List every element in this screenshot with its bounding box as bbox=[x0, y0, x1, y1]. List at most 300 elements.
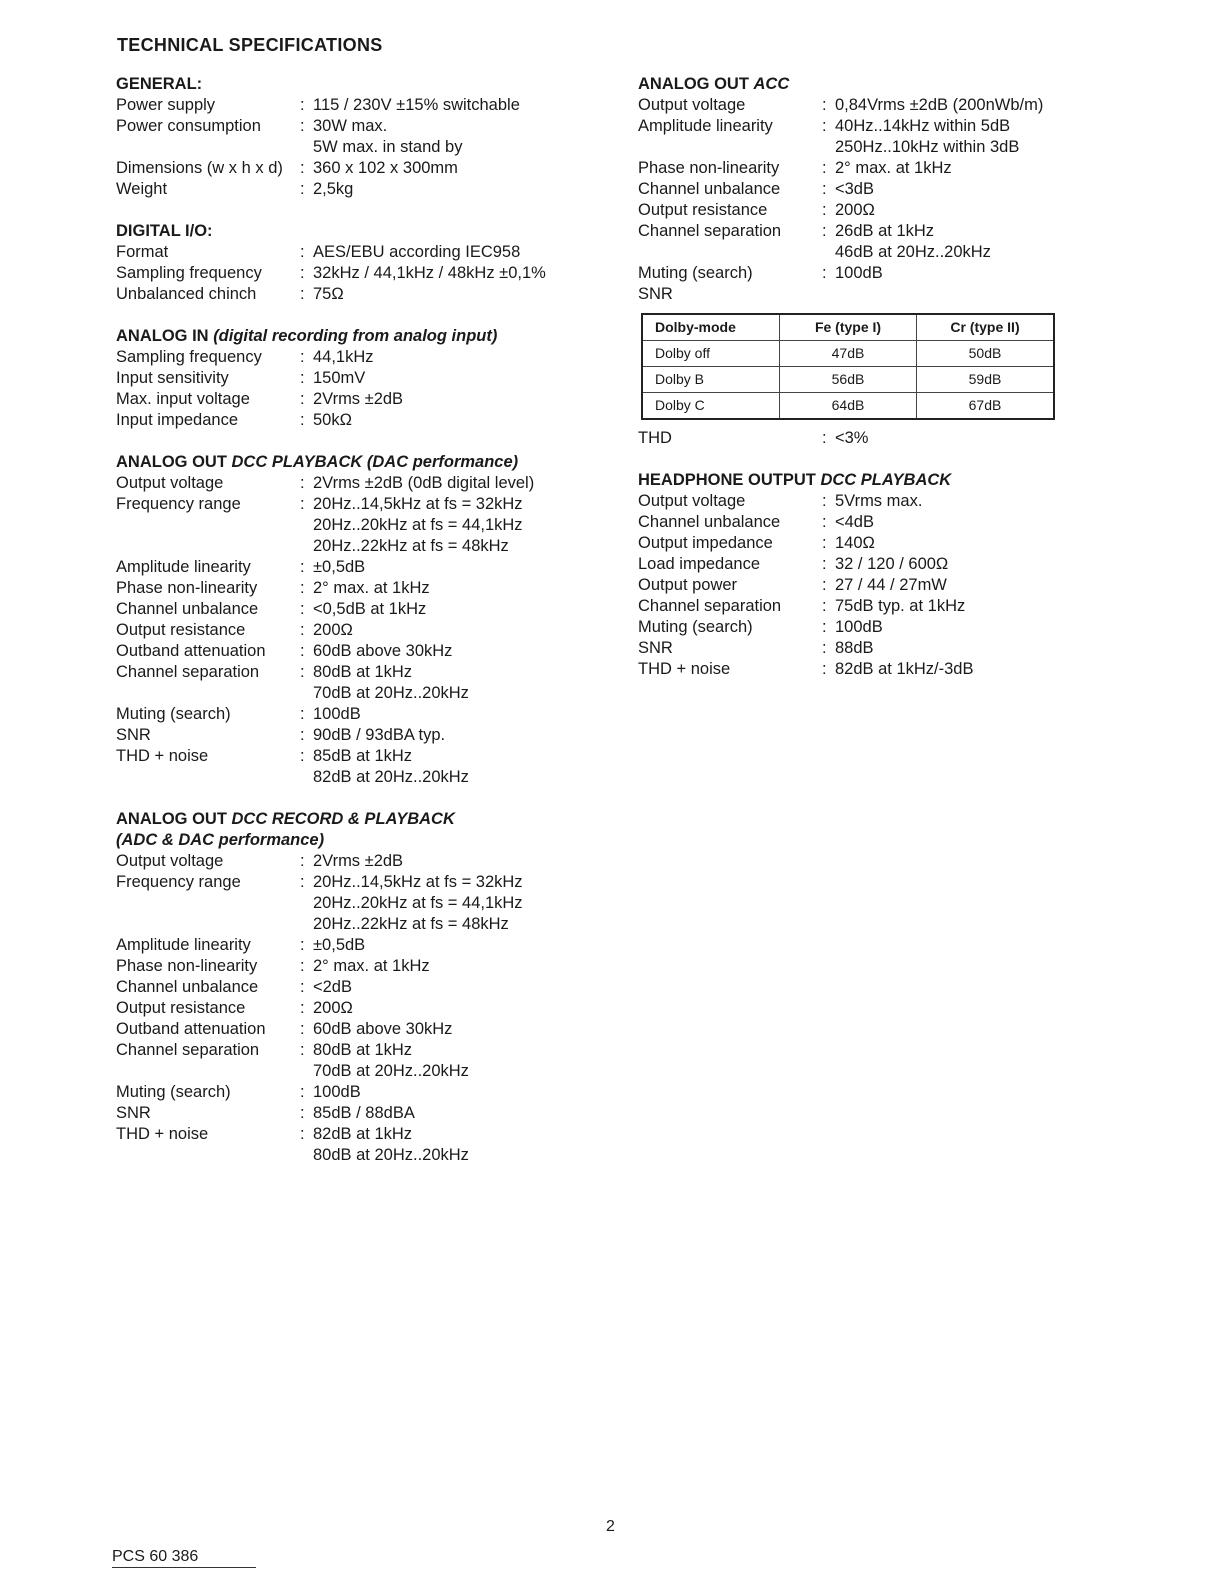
colon-separator: : bbox=[300, 1041, 305, 1059]
spec-values bbox=[300, 662, 586, 704]
spec-label: Output power bbox=[638, 576, 738, 594]
section-heading-text: GENERAL: bbox=[116, 75, 203, 93]
spec-value: 30W max. bbox=[313, 117, 388, 135]
spec-value-line bbox=[300, 725, 586, 746]
spec-value: 20Hz..20kHz at fs = 44,1kHz bbox=[313, 516, 523, 534]
spec-values bbox=[300, 158, 586, 179]
spec-values bbox=[300, 116, 586, 158]
spec-label: Channel unbalance bbox=[638, 513, 781, 531]
colon-separator: : bbox=[822, 576, 827, 594]
spec-value-line bbox=[822, 533, 1078, 554]
spec-value-line bbox=[300, 1082, 586, 1103]
spec-label: Power supply bbox=[116, 96, 216, 114]
spec-label: SNR bbox=[638, 639, 673, 657]
colon-separator: : bbox=[300, 999, 305, 1017]
spec-label: Output resistance bbox=[116, 621, 246, 639]
spec-label: Dimensions (w x h x d) bbox=[116, 159, 283, 177]
table-cell: Dolby B bbox=[642, 367, 780, 393]
section-heading bbox=[638, 74, 1078, 95]
spec-row bbox=[116, 1082, 586, 1103]
spec-value: 60dB above 30kHz bbox=[313, 1020, 453, 1038]
spec-label: Muting (search) bbox=[116, 1083, 231, 1101]
spec-row bbox=[116, 179, 586, 200]
spec-row bbox=[116, 389, 586, 410]
spec-value: 32 / 120 / 600Ω bbox=[835, 555, 949, 573]
section-heading-italic: DCC PLAYBACK (DAC performance) bbox=[231, 453, 519, 471]
spec-label: SNR bbox=[116, 1104, 151, 1122]
colon-separator: : bbox=[300, 936, 305, 954]
spec-values bbox=[300, 872, 586, 935]
spec-value: 100dB bbox=[835, 264, 883, 282]
colon-separator: : bbox=[300, 1104, 305, 1122]
spec-row bbox=[638, 263, 1078, 284]
table-row bbox=[642, 341, 1054, 367]
spec-value-line bbox=[822, 512, 1078, 533]
spec-section bbox=[116, 452, 586, 788]
spec-value-line bbox=[300, 284, 586, 305]
spec-row bbox=[116, 263, 586, 284]
spec-row bbox=[116, 935, 586, 956]
spec-label: Channel separation bbox=[638, 222, 782, 240]
colon-separator: : bbox=[300, 600, 305, 618]
section-heading-text: ANALOG OUT bbox=[116, 810, 227, 828]
spec-label: Muting (search) bbox=[116, 705, 231, 723]
spec-label: Muting (search) bbox=[638, 618, 753, 636]
spec-label: Muting (search) bbox=[638, 264, 753, 282]
spec-values bbox=[822, 263, 1078, 284]
spec-values bbox=[300, 347, 586, 368]
spec-value-line bbox=[822, 428, 1078, 449]
colon-separator: : bbox=[300, 747, 305, 765]
spec-value: 20Hz..20kHz at fs = 44,1kHz bbox=[313, 894, 523, 912]
spec-row bbox=[638, 116, 1078, 158]
spec-label: Channel separation bbox=[638, 597, 782, 615]
spec-value-line bbox=[300, 935, 586, 956]
spec-label: Output voltage bbox=[116, 474, 224, 492]
spec-values bbox=[822, 116, 1078, 158]
spec-row bbox=[638, 533, 1078, 554]
spec-value-line bbox=[300, 158, 586, 179]
document-code: PCS 60 386 bbox=[112, 1546, 256, 1568]
spec-value-line bbox=[300, 977, 586, 998]
colon-separator: : bbox=[822, 618, 827, 636]
spec-values bbox=[822, 179, 1078, 200]
spec-value: 20Hz..22kHz at fs = 48kHz bbox=[313, 537, 509, 555]
spec-value-line bbox=[300, 872, 586, 893]
spec-row bbox=[638, 200, 1078, 221]
colon-separator: : bbox=[822, 492, 827, 510]
spec-value: AES/EBU according IEC958 bbox=[313, 243, 521, 261]
spec-value-line bbox=[822, 95, 1078, 116]
spec-value: 140Ω bbox=[835, 534, 875, 552]
colon-separator: : bbox=[300, 390, 305, 408]
colon-separator: : bbox=[300, 978, 305, 996]
colon-separator: : bbox=[300, 558, 305, 576]
spec-value: 2Vrms ±2dB bbox=[313, 390, 404, 408]
spec-value: ±0,5dB bbox=[313, 936, 366, 954]
spec-label: Amplitude linearity bbox=[116, 558, 251, 576]
colon-separator: : bbox=[822, 555, 827, 573]
spec-values bbox=[300, 620, 586, 641]
spec-value: 26dB at 1kHz bbox=[835, 222, 935, 240]
spec-value: 100dB bbox=[313, 1083, 361, 1101]
spec-value: ±0,5dB bbox=[313, 558, 366, 576]
spec-value: <4dB bbox=[835, 513, 874, 531]
spec-value-line bbox=[822, 116, 1078, 137]
spec-value: 80dB at 1kHz bbox=[313, 663, 413, 681]
spec-values bbox=[300, 935, 586, 956]
spec-values bbox=[300, 1040, 586, 1082]
spec-value-line bbox=[300, 368, 586, 389]
spec-label: Channel unbalance bbox=[116, 600, 259, 618]
spec-value: <0,5dB at 1kHz bbox=[313, 600, 427, 618]
table-row bbox=[642, 393, 1054, 420]
spec-value-line bbox=[300, 641, 586, 662]
spec-values bbox=[822, 533, 1078, 554]
spec-value: 115 / 230V ±15% switchable bbox=[313, 96, 520, 114]
section-heading-text: HEADPHONE OUTPUT bbox=[638, 471, 816, 489]
spec-value-line bbox=[300, 704, 586, 725]
spec-value: 75Ω bbox=[313, 285, 344, 303]
spec-row bbox=[116, 494, 586, 557]
spec-value-line bbox=[300, 746, 586, 767]
spec-value-line bbox=[300, 242, 586, 263]
section-heading bbox=[116, 74, 586, 95]
spec-label: Max. input voltage bbox=[116, 390, 250, 408]
spec-values bbox=[822, 221, 1078, 263]
spec-label: Phase non-linearity bbox=[638, 159, 780, 177]
spec-value: 80dB at 20Hz..20kHz bbox=[313, 1146, 469, 1164]
section-heading-italic: (digital recording from analog input) bbox=[213, 327, 498, 345]
spec-section bbox=[638, 470, 1078, 680]
spec-row bbox=[116, 641, 586, 662]
spec-label: Frequency range bbox=[116, 495, 241, 513]
colon-separator: : bbox=[300, 411, 305, 429]
colon-separator: : bbox=[300, 117, 305, 135]
spec-label: THD + noise bbox=[116, 747, 209, 765]
spec-value-line bbox=[300, 1040, 586, 1061]
spec-values bbox=[300, 851, 586, 872]
section-heading bbox=[116, 221, 586, 242]
spec-value: 5Vrms max. bbox=[835, 492, 923, 510]
table-cell: 64dB bbox=[780, 393, 917, 420]
spec-values bbox=[300, 473, 586, 494]
spec-value: 2Vrms ±2dB (0dB digital level) bbox=[313, 474, 535, 492]
spec-value: 200Ω bbox=[835, 201, 875, 219]
spec-label: Output voltage bbox=[638, 96, 746, 114]
spec-label: SNR bbox=[638, 285, 673, 303]
colon-separator: : bbox=[300, 642, 305, 660]
spec-value: 20Hz..14,5kHz at fs = 32kHz bbox=[313, 873, 523, 891]
spec-row bbox=[116, 1103, 586, 1124]
colon-separator: : bbox=[300, 663, 305, 681]
spec-row bbox=[116, 410, 586, 431]
colon-separator: : bbox=[300, 285, 305, 303]
spec-row bbox=[638, 158, 1078, 179]
spec-row bbox=[116, 725, 586, 746]
spec-value-line bbox=[822, 617, 1078, 638]
spec-value-line bbox=[822, 242, 1078, 263]
spec-label: Input impedance bbox=[116, 411, 239, 429]
spec-row bbox=[116, 1124, 586, 1166]
colon-separator: : bbox=[822, 513, 827, 531]
spec-value: 2° max. at 1kHz bbox=[313, 579, 430, 597]
spec-row bbox=[116, 998, 586, 1019]
spec-label: Amplitude linearity bbox=[638, 117, 773, 135]
spec-row bbox=[638, 512, 1078, 533]
spec-label: Output voltage bbox=[638, 492, 746, 510]
colon-separator: : bbox=[822, 117, 827, 135]
spec-row bbox=[116, 977, 586, 998]
spec-value-line bbox=[822, 554, 1078, 575]
spec-values bbox=[300, 263, 586, 284]
spec-label: Power consumption bbox=[116, 117, 261, 135]
spec-row bbox=[638, 179, 1078, 200]
spec-row bbox=[116, 956, 586, 977]
spec-value: 75dB typ. at 1kHz bbox=[835, 597, 966, 615]
colon-separator: : bbox=[822, 597, 827, 615]
spec-value-line bbox=[300, 494, 586, 515]
spec-label: Frequency range bbox=[116, 873, 241, 891]
spec-row bbox=[116, 116, 586, 158]
spec-values bbox=[822, 575, 1078, 596]
spec-value: <3% bbox=[835, 429, 869, 447]
spec-row bbox=[638, 659, 1078, 680]
spec-value: 40Hz..14kHz within 5dB bbox=[835, 117, 1011, 135]
spec-row bbox=[116, 242, 586, 263]
spec-values bbox=[822, 491, 1078, 512]
spec-values bbox=[300, 95, 586, 116]
spec-row bbox=[116, 599, 586, 620]
spec-value-line bbox=[300, 767, 586, 788]
page-number: 2 bbox=[606, 1518, 615, 1535]
spec-row bbox=[116, 1040, 586, 1082]
spec-values bbox=[822, 596, 1078, 617]
spec-value: 82dB at 20Hz..20kHz bbox=[313, 768, 469, 786]
spec-values bbox=[300, 179, 586, 200]
spec-value: 46dB at 20Hz..20kHz bbox=[835, 243, 991, 261]
spec-value-line bbox=[300, 473, 586, 494]
spec-row bbox=[116, 662, 586, 704]
colon-separator: : bbox=[300, 705, 305, 723]
spec-values bbox=[822, 512, 1078, 533]
colon-separator: : bbox=[300, 1125, 305, 1143]
spec-value-line bbox=[300, 95, 586, 116]
spec-value: 85dB / 88dBA bbox=[313, 1104, 415, 1122]
spec-value: 27 / 44 / 27mW bbox=[835, 576, 947, 594]
spec-values bbox=[822, 158, 1078, 179]
spec-value: 88dB bbox=[835, 639, 874, 657]
section-heading-italic: DCC RECORD & PLAYBACK bbox=[231, 810, 455, 828]
spec-row bbox=[638, 638, 1078, 659]
spec-label: Unbalanced chinch bbox=[116, 285, 257, 303]
colon-separator: : bbox=[300, 1083, 305, 1101]
spec-values bbox=[300, 599, 586, 620]
colon-separator: : bbox=[300, 243, 305, 261]
colon-separator: : bbox=[300, 621, 305, 639]
left-column bbox=[116, 74, 586, 1187]
section-heading-text: ANALOG IN bbox=[116, 327, 209, 345]
section-heading bbox=[116, 452, 586, 473]
spec-values bbox=[300, 641, 586, 662]
section-heading bbox=[638, 470, 1078, 491]
spec-row bbox=[116, 746, 586, 788]
table-cell: Dolby C bbox=[642, 393, 780, 420]
spec-row bbox=[638, 221, 1078, 263]
spec-values bbox=[300, 1124, 586, 1166]
spec-values bbox=[300, 1103, 586, 1124]
colon-separator: : bbox=[300, 96, 305, 114]
spec-value: 2° max. at 1kHz bbox=[313, 957, 430, 975]
spec-value-line bbox=[300, 914, 586, 935]
spec-value: 70dB at 20Hz..20kHz bbox=[313, 684, 469, 702]
spec-values bbox=[822, 554, 1078, 575]
colon-separator: : bbox=[300, 852, 305, 870]
spec-label: Outband attenuation bbox=[116, 1020, 266, 1038]
colon-separator: : bbox=[300, 159, 305, 177]
spec-value: <2dB bbox=[313, 978, 352, 996]
spec-label: Phase non-linearity bbox=[116, 957, 258, 975]
spec-value-line bbox=[822, 575, 1078, 596]
colon-separator: : bbox=[822, 534, 827, 552]
spec-row bbox=[116, 95, 586, 116]
spec-value-line bbox=[300, 1061, 586, 1082]
spec-value-line bbox=[300, 536, 586, 557]
colon-separator: : bbox=[822, 429, 827, 447]
spec-value: 85dB at 1kHz bbox=[313, 747, 413, 765]
spec-value-line bbox=[822, 200, 1078, 221]
colon-separator: : bbox=[300, 726, 305, 744]
table-cell: 56dB bbox=[780, 367, 917, 393]
spec-values bbox=[300, 1019, 586, 1040]
spec-values bbox=[300, 494, 586, 557]
spec-values bbox=[300, 578, 586, 599]
spec-values bbox=[300, 998, 586, 1019]
spec-value-line bbox=[300, 956, 586, 977]
right-column bbox=[638, 74, 1078, 701]
spec-row bbox=[116, 284, 586, 305]
spec-value-line bbox=[300, 347, 586, 368]
spec-values bbox=[300, 557, 586, 578]
spec-values bbox=[822, 200, 1078, 221]
section-heading-italic: ACC bbox=[753, 75, 790, 93]
section-heading-text: DIGITAL I/O: bbox=[116, 222, 213, 240]
spec-values bbox=[822, 95, 1078, 116]
spec-label: Sampling frequency bbox=[116, 348, 262, 366]
colon-separator: : bbox=[822, 639, 827, 657]
spec-value: 50kΩ bbox=[313, 411, 352, 429]
spec-label: THD bbox=[638, 429, 672, 447]
spec-label: Phase non-linearity bbox=[116, 579, 258, 597]
spec-value: 360 x 102 x 300mm bbox=[313, 159, 458, 177]
spec-value-line bbox=[822, 158, 1078, 179]
spec-label: Channel separation bbox=[116, 663, 260, 681]
spec-section bbox=[116, 809, 586, 1166]
spec-values bbox=[300, 284, 586, 305]
spec-value: 5W max. in stand by bbox=[313, 138, 463, 156]
spec-values bbox=[300, 368, 586, 389]
table-cell: 50dB bbox=[917, 341, 1055, 367]
spec-row bbox=[638, 575, 1078, 596]
table-cell: 47dB bbox=[780, 341, 917, 367]
spec-value: 2° max. at 1kHz bbox=[835, 159, 952, 177]
spec-row bbox=[638, 617, 1078, 638]
spec-value: 2,5kg bbox=[313, 180, 354, 198]
table-header-cell: Fe (type I) bbox=[780, 314, 917, 341]
spec-row bbox=[638, 95, 1078, 116]
spec-row bbox=[116, 578, 586, 599]
spec-values bbox=[300, 242, 586, 263]
spec-label: Sampling frequency bbox=[116, 264, 262, 282]
table-cell: Dolby off bbox=[642, 341, 780, 367]
colon-separator: : bbox=[822, 264, 827, 282]
table-header-cell: Cr (type II) bbox=[917, 314, 1055, 341]
dolby-snr-table bbox=[641, 313, 1055, 420]
spec-value: 80dB at 1kHz bbox=[313, 1041, 413, 1059]
spec-label: Input sensitivity bbox=[116, 369, 229, 387]
spec-row bbox=[638, 491, 1078, 512]
spec-value-line bbox=[300, 599, 586, 620]
spec-label: Output voltage bbox=[116, 852, 224, 870]
spec-value-line bbox=[300, 620, 586, 641]
colon-separator: : bbox=[822, 159, 827, 177]
spec-label: THD + noise bbox=[116, 1125, 209, 1143]
section-heading bbox=[116, 326, 586, 347]
spec-row bbox=[116, 158, 586, 179]
colon-separator: : bbox=[300, 474, 305, 492]
spec-row bbox=[116, 1019, 586, 1040]
spec-value: <3dB bbox=[835, 180, 874, 198]
spec-label: Output resistance bbox=[638, 201, 768, 219]
spec-row bbox=[116, 473, 586, 494]
colon-separator: : bbox=[300, 348, 305, 366]
page-title: TECHNICAL SPECIFICATIONS bbox=[117, 35, 383, 55]
spec-row bbox=[116, 851, 586, 872]
spec-row bbox=[116, 620, 586, 641]
spec-value-line bbox=[300, 998, 586, 1019]
spec-label: Output impedance bbox=[638, 534, 773, 552]
spec-value: 150mV bbox=[313, 369, 366, 387]
spec-value: 200Ω bbox=[313, 621, 353, 639]
spec-value: 82dB at 1kHz bbox=[313, 1125, 413, 1143]
spec-label: THD + noise bbox=[638, 660, 731, 678]
spec-value: 250Hz..10kHz within 3dB bbox=[835, 138, 1020, 156]
colon-separator: : bbox=[822, 180, 827, 198]
spec-label: SNR bbox=[116, 726, 151, 744]
spec-value: 0,84Vrms ±2dB (200nWb/m) bbox=[835, 96, 1044, 114]
spec-values bbox=[300, 956, 586, 977]
colon-separator: : bbox=[300, 180, 305, 198]
spec-values bbox=[300, 746, 586, 788]
spec-row bbox=[116, 347, 586, 368]
spec-values bbox=[822, 428, 1078, 449]
colon-separator: : bbox=[300, 1020, 305, 1038]
spec-values bbox=[300, 977, 586, 998]
spec-value-line bbox=[300, 662, 586, 683]
spec-value-line bbox=[300, 557, 586, 578]
section-heading-italic: DCC PLAYBACK bbox=[820, 471, 952, 489]
colon-separator: : bbox=[300, 495, 305, 513]
spec-value-line bbox=[822, 659, 1078, 680]
spec-value: 32kHz / 44,1kHz / 48kHz ±0,1% bbox=[313, 264, 546, 282]
colon-separator: : bbox=[300, 873, 305, 891]
spec-value-line bbox=[300, 116, 586, 137]
colon-separator: : bbox=[300, 264, 305, 282]
spec-value-line bbox=[300, 1145, 586, 1166]
spec-section bbox=[638, 74, 1078, 449]
spec-values bbox=[300, 389, 586, 410]
spec-row bbox=[638, 428, 1078, 449]
